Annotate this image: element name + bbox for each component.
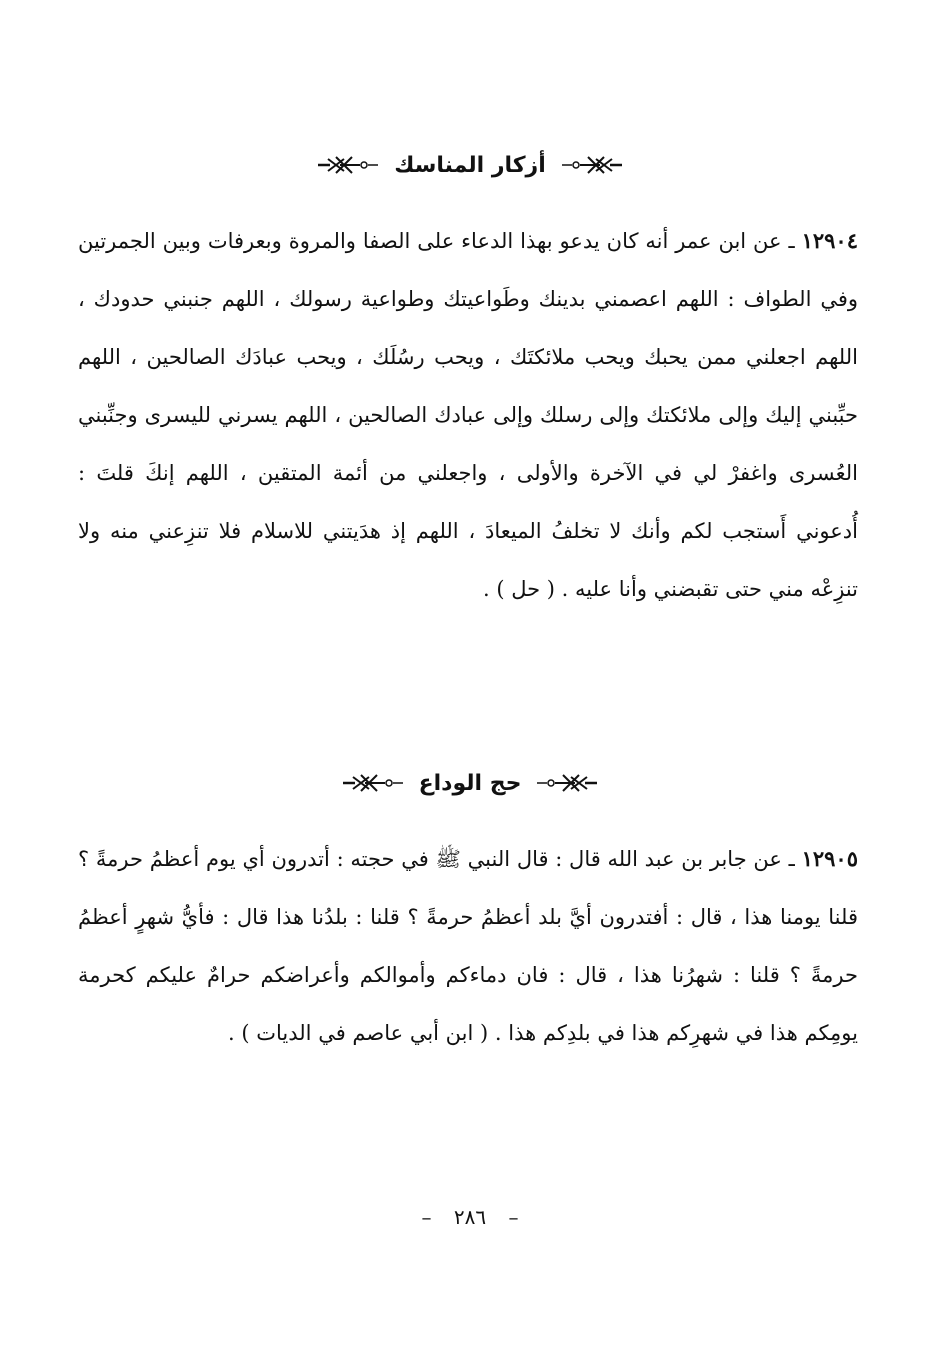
entry-number: ١٢٩٠٤ [801, 228, 858, 253]
hadith-entry [78, 830, 858, 1062]
ornament-left-icon [341, 771, 405, 795]
page-number-dash-right: – [508, 1205, 519, 1229]
section-title: حج الوداع [418, 770, 522, 796]
entry-number: ١٢٩٠٥ [801, 846, 858, 871]
ornament-right-icon [560, 153, 624, 177]
entry-text: ـ عن ابن عمر أنه كان يدعو بهذا الدعاء على الصفا والمروة وبعرفات وبين الجمرتين وفي الطواف : اللهم اعصمني بدينك وطَواعيتك وطواعية رسولك ، اللهم جنبني حدودك ، اللهم اجعلني ممن يحبك ويحب ملائكتَك ، ويحب رسُلَك ، ويحب عبادَك الصالحين ، اللهم حبِّبني إليك وإلى ملائكتك وإلى رسلك وإلى عبادك الصالحين ، اللهم يسرني لليسرى وجنِّبني العُسرى واغفرْ لي في الآخرة والأولى ، واجعلني من أئمة المتقين ، اللهم إنكَ قلتَ : أُدعوني أَستجب لكم وأنك لا تخلفُ الميعادَ ، اللهم إذ هدَيتني للاسلام فلا تنزِعني منه ولا تنزِعْه مني حتى تقبضني وأنا عليه . ( حل ) . [78, 229, 858, 601]
section-header-farewell-hajj [0, 758, 940, 808]
hadith-entry [78, 212, 858, 618]
section-title: أزكار المناسك [394, 152, 546, 178]
page-number [0, 1205, 940, 1229]
ornament-left-icon [316, 153, 380, 177]
ornament-right-icon [535, 771, 599, 795]
section-header-rituals [0, 140, 940, 190]
page-number-value: ٢٨٦ [453, 1205, 487, 1229]
entry-text: ـ عن جابر بن عبد الله قال : قال النبي ﷺ في حجته : أتدرون أي يوم أعظمُ حرمةً ؟ قلنا يومنا هذا ، قال : أفتدرون أيَّ بلد أعظمُ حرمةً ؟ قلنا : بلدُنا هذا قال : فأيُّ شهرٍ أعظمُ حرمةً ؟ قلنا : شهرُنا هذا ، قال : فان دماءكم وأموالكم وأعراضكم حرامٌ عليكم كحرمة يومِكم هذا في شهرِكم هذا في بلدِكم هذا . ( ابن أبي عاصم في الديات ) . [78, 847, 858, 1045]
page-number-dash-left: – [421, 1205, 432, 1229]
